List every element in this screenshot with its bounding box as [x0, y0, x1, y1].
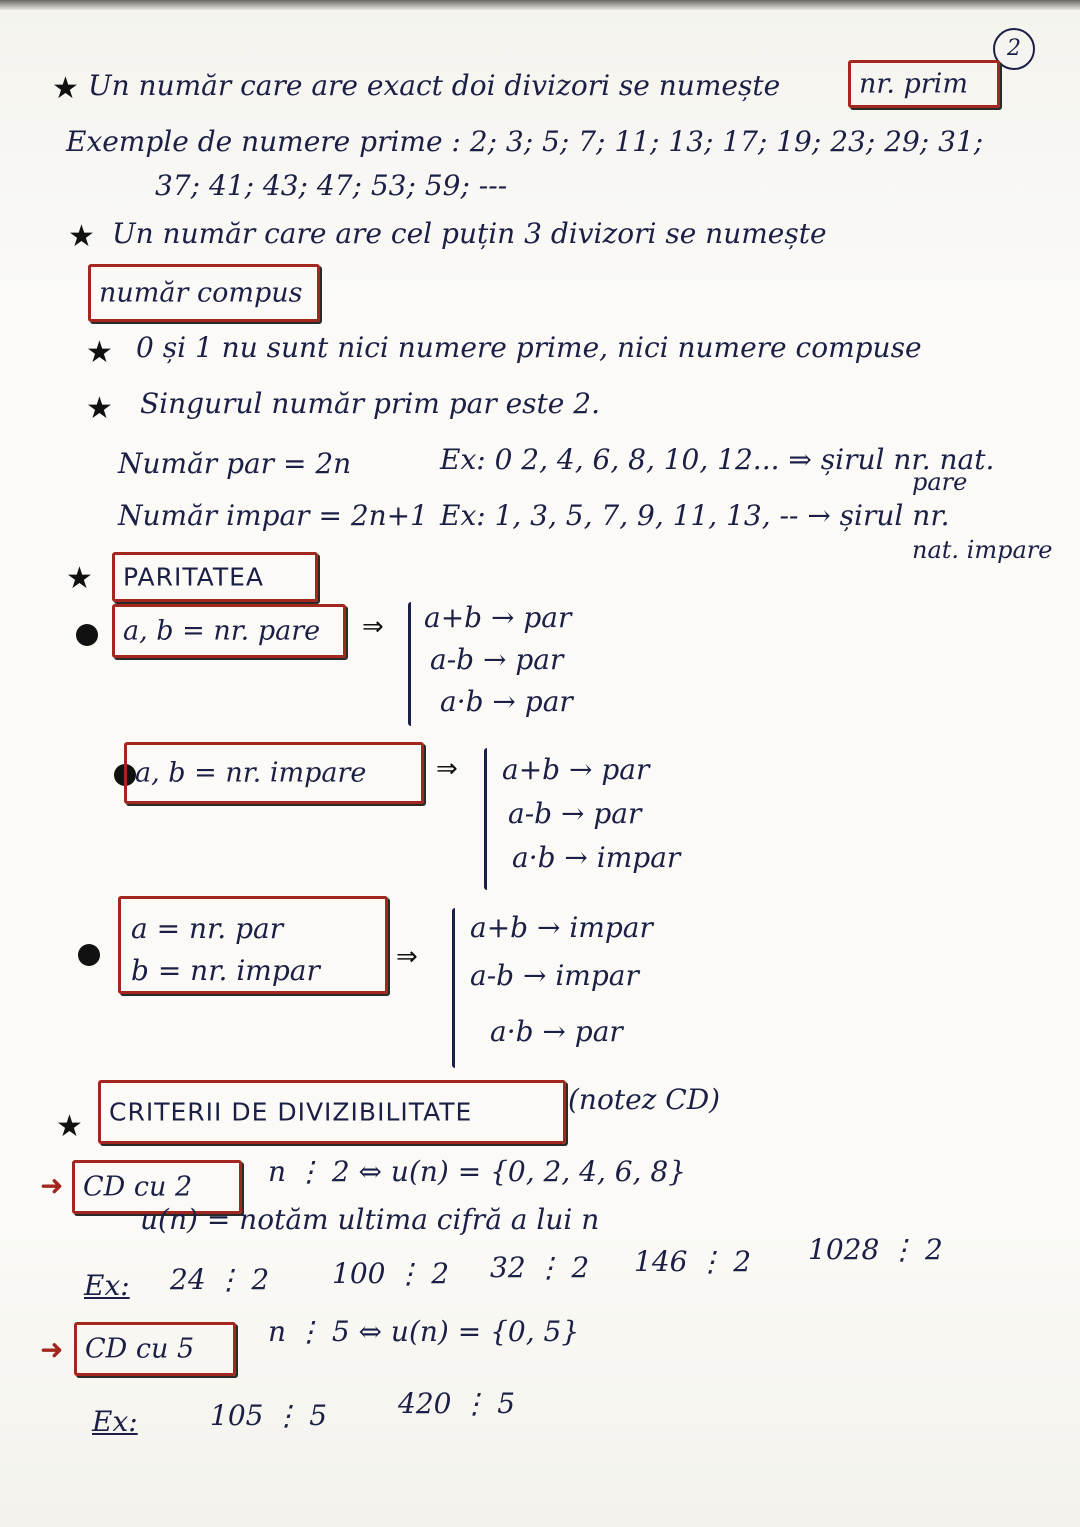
odd-number-examples: Ex: 1, 3, 5, 7, 9, 11, 13, -- → șirul nr.: [440, 499, 950, 532]
cd2-ex-label: Ex:: [84, 1269, 130, 1302]
even-number-examples: Ex: 0 2, 4, 6, 8, 10, 12... ⇒ șirul nr. nat.: [440, 443, 995, 476]
case2-prod: a·b → impar: [512, 841, 681, 874]
case1-condition: a, b = nr. pare: [123, 615, 321, 647]
cd5-rule: n ⋮ 5 ⇔ u(n) = {0, 5}: [268, 1315, 580, 1348]
parity-title-box: [112, 552, 318, 602]
prime-examples-line1: Exemple de numere prime : 2; 3; 5; 7; 11; 13; 17; 19; 23; 29; 31;: [66, 125, 984, 158]
case2-diff: a-b → par: [508, 797, 642, 830]
cd5-label: CD cu 5: [85, 1333, 195, 1365]
even-number-formula: Număr par = 2n: [118, 447, 352, 480]
case3-diff: a-b → impar: [470, 959, 639, 992]
brace: [452, 908, 455, 1068]
case1-sum: a+b → par: [424, 601, 572, 634]
star-bullet-icon: ★: [56, 1109, 83, 1144]
cd2-example: 100 ⋮ 2: [332, 1257, 450, 1290]
brace: [484, 748, 487, 890]
star-bullet-icon: ★: [86, 391, 113, 426]
star-bullet-icon: ★: [86, 335, 113, 370]
cd2-example: 1028 ⋮ 2: [808, 1233, 943, 1266]
case1-diff: a-b → par: [430, 643, 564, 676]
cd2-example: 24 ⋮ 2: [170, 1263, 270, 1296]
criteria-title: CRITERII DE DIVIZIBILITATE: [109, 1097, 473, 1127]
case3-prod: a·b → par: [490, 1015, 623, 1048]
page-number: 2: [993, 28, 1035, 70]
case3-condition-b: b = nr. impar: [131, 954, 320, 987]
composite-definition: Un număr care are cel puțin 3 divizori se numește: [112, 217, 827, 250]
right-arrow-icon: ➜: [40, 1333, 64, 1366]
cd2-rule: n ⋮ 2 ⇔ u(n) = {0, 2, 4, 6, 8}: [268, 1155, 686, 1188]
bullet-dot-icon: [78, 944, 100, 966]
composite-term-box: [88, 264, 320, 322]
right-arrow-icon: ➜: [40, 1169, 64, 1202]
implies-arrow-icon: ⇒: [362, 612, 384, 642]
even-number-tail: pare: [912, 468, 968, 496]
implies-arrow-icon: ⇒: [436, 754, 458, 784]
parity-title: PARITATEA: [123, 562, 264, 592]
only-even-prime-note: Singurul număr prim par este 2.: [140, 387, 600, 420]
brace: [408, 602, 411, 726]
star-bullet-icon: ★: [52, 71, 79, 106]
prime-term: nr. prim: [859, 68, 968, 100]
prime-definition: Un număr care are exact doi divizori se numește: [88, 69, 781, 102]
case1-box: [112, 604, 346, 658]
zero-one-note: 0 și 1 nu sunt nici numere prime, nici numere compuse: [136, 331, 922, 364]
prime-term-box: [848, 60, 1000, 108]
case3-condition-a: a = nr. par: [131, 912, 284, 945]
case3-box: [118, 896, 388, 994]
criteria-note: (notez CD): [568, 1083, 721, 1116]
case2-condition: a, b = nr. impare: [135, 757, 367, 789]
composite-term: număr compus: [99, 277, 303, 309]
cd2-definition: u(n) = notăm ultima cifră a lui n: [140, 1203, 600, 1236]
cd5-ex-label: Ex:: [92, 1405, 138, 1438]
star-bullet-icon: ★: [66, 561, 93, 596]
page-top-edge: [0, 0, 1080, 10]
odd-number-formula: Număr impar = 2n+1: [118, 499, 428, 532]
cd5-example: 420 ⋮ 5: [398, 1387, 516, 1420]
implies-arrow-icon: ⇒: [396, 942, 418, 972]
odd-number-tail: nat. impare: [912, 536, 1053, 564]
star-bullet-icon: ★: [68, 219, 95, 254]
prime-examples-line2: 37; 41; 43; 47; 53; 59; ---: [155, 169, 508, 202]
case1-prod: a·b → par: [440, 685, 573, 718]
criteria-title-box: [98, 1080, 566, 1144]
cd5-example: 105 ⋮ 5: [210, 1399, 328, 1432]
case2-box: [124, 742, 424, 804]
bullet-dot-icon: [76, 624, 98, 646]
cd5-box: [74, 1322, 236, 1376]
case2-sum: a+b → par: [502, 753, 650, 786]
cd2-example: 32 ⋮ 2: [490, 1251, 590, 1284]
cd2-label: CD cu 2: [83, 1171, 193, 1203]
cd2-example: 146 ⋮ 2: [634, 1245, 752, 1278]
case3-sum: a+b → impar: [470, 911, 653, 944]
